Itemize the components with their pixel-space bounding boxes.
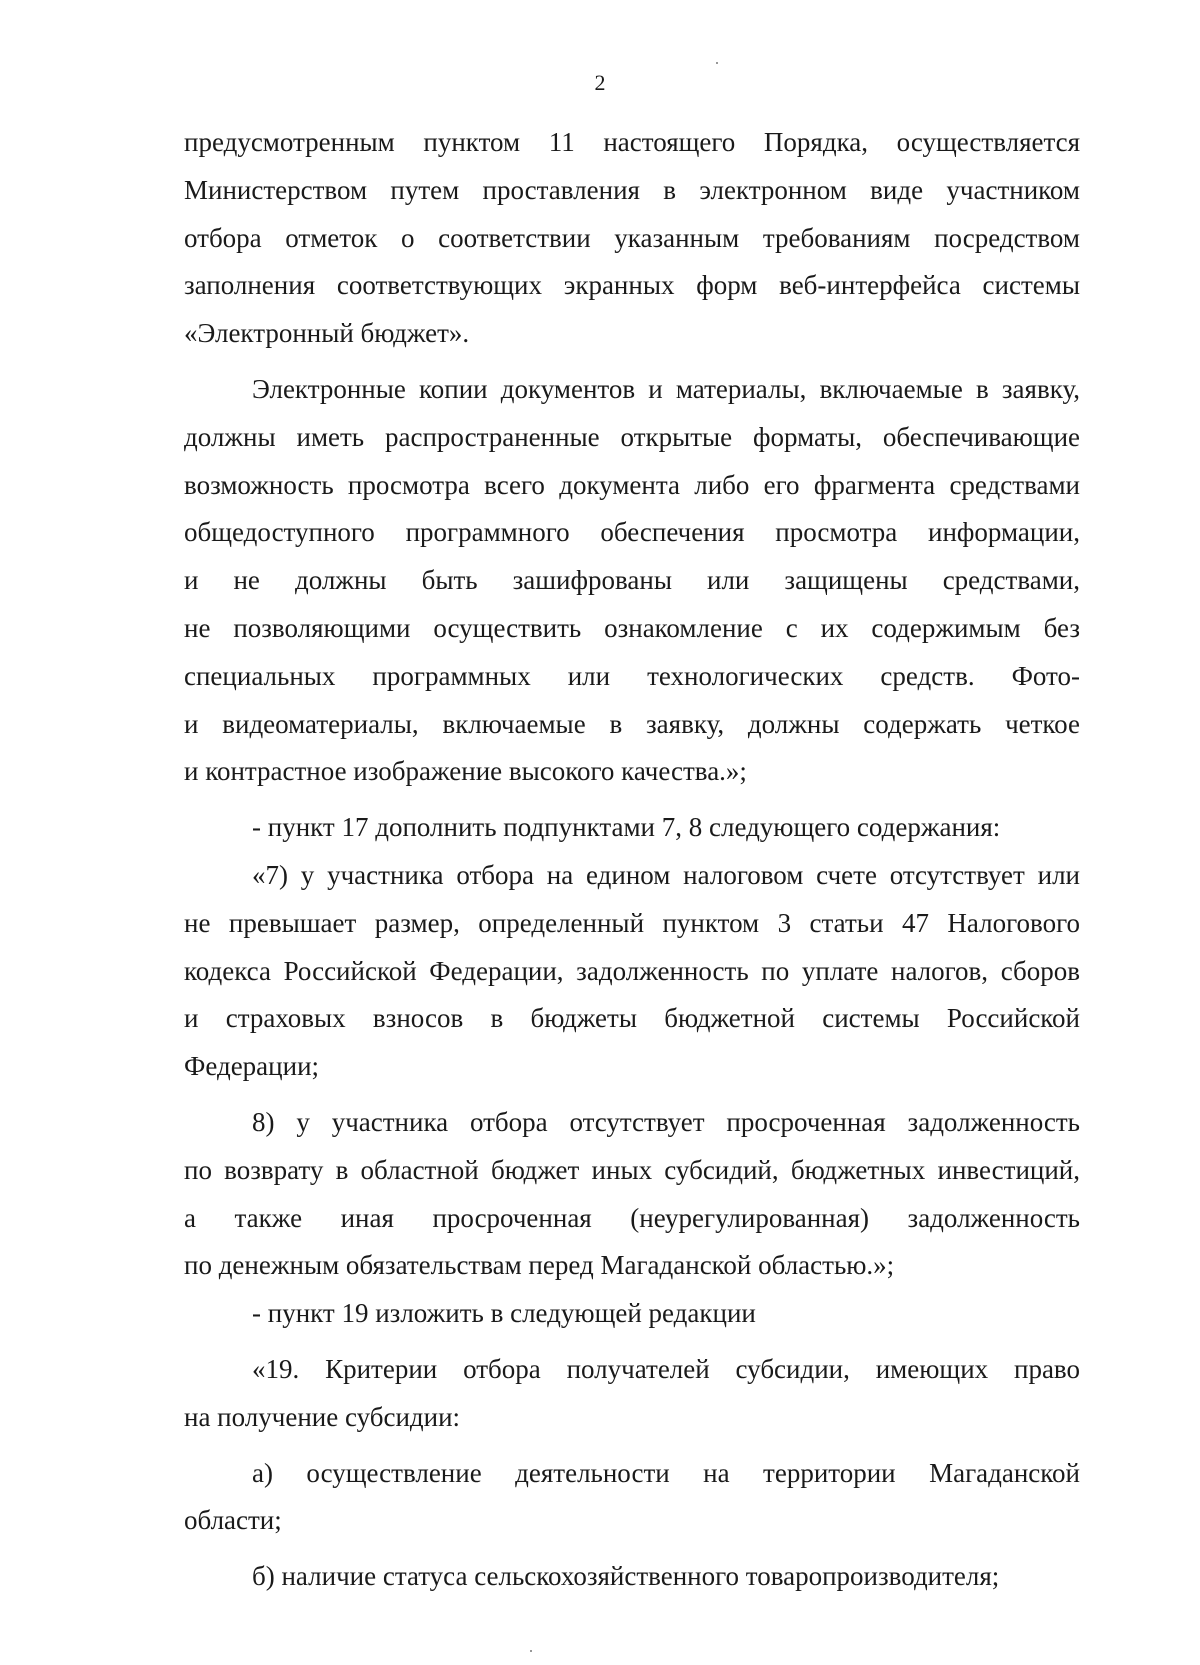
text-line: не превышает размер, определенный пунктом 3 статьи 47 Налогового xyxy=(184,907,1080,938)
text-line: отбора отметок о соответствии указанным требованиям посредством xyxy=(184,222,1080,253)
text-line: и страховых взносов в бюджеты бюджетной системы Российской xyxy=(184,1003,1080,1034)
text-line: области; xyxy=(184,1505,282,1536)
paragraph-start-line: а) осуществление деятельности на территории Магаданской xyxy=(252,1457,1080,1488)
paragraph-start-line: Электронные копии документов и материалы, включаемые в заявку, xyxy=(252,373,1080,404)
text-line: по возврату в областной бюджет иных субсидий, бюджетных инвестиций, xyxy=(184,1154,1080,1185)
paragraph-start-line: - пункт 17 дополнить подпунктами 7, 8 следующего содержания: xyxy=(252,812,1001,843)
text-line: «Электронный бюджет». xyxy=(184,318,470,349)
text-line: должны иметь распространенные открытые форматы, обеспечивающие xyxy=(184,421,1080,452)
text-line: Федерации; xyxy=(184,1051,320,1082)
scan-speck xyxy=(716,62,718,64)
text-line: предусмотренным пунктом 11 настоящего Порядка, осуществляется xyxy=(184,127,1080,157)
text-line: кодекса Российской Федерации, задолженность по уплате налогов, сборов xyxy=(184,955,1080,986)
text-line: Министерством путем проставления в электронном виде участником xyxy=(184,174,1080,205)
paragraph-start-line: - пункт 19 изложить в следующей редакции xyxy=(252,1298,756,1329)
text-line: и видеоматериалы, включаемые в заявку, должны содержать четкое xyxy=(184,708,1080,739)
text-line: заполнения соответствующих экранных форм веб-интерфейса системы xyxy=(184,270,1080,301)
text-line: не позволяющими осуществить ознакомление с их содержимым без xyxy=(184,612,1080,643)
text-line: на получение субсидии: xyxy=(184,1401,461,1432)
text-line: возможность просмотра всего документа либо его фрагмента средствами xyxy=(184,469,1080,500)
page-number: 2 xyxy=(594,70,606,95)
text-line: по денежным обязательствам перед Магаданской областью.»; xyxy=(184,1250,895,1281)
document-body xyxy=(184,126,1080,1608)
paragraph-start-line: «7) у участника отбора на едином налоговом счете отсутствует или xyxy=(252,859,1080,890)
paragraph-start-line: 8) у участника отбора отсутствует просроченная задолженность xyxy=(252,1106,1080,1137)
paragraph-start-line: б) наличие статуса сельскохозяйственного товаропроизводителя; xyxy=(252,1561,1000,1592)
text-line: и не должны быть зашифрованы или защищены средствами, xyxy=(184,565,1080,596)
text-line: и контрастное изображение высокого качества.»; xyxy=(184,756,747,787)
text-line: специальных программных или технологических средств. Фото- xyxy=(184,660,1080,691)
scan-speck xyxy=(530,1650,532,1652)
text-line: общедоступного программного обеспечения просмотра информации, xyxy=(184,517,1080,548)
text-line: а также иная просроченная (неурегулированная) задолженность xyxy=(184,1202,1080,1233)
paragraph-start-line: «19. Критерии отбора получателей субсидии, имеющих право xyxy=(252,1353,1080,1384)
